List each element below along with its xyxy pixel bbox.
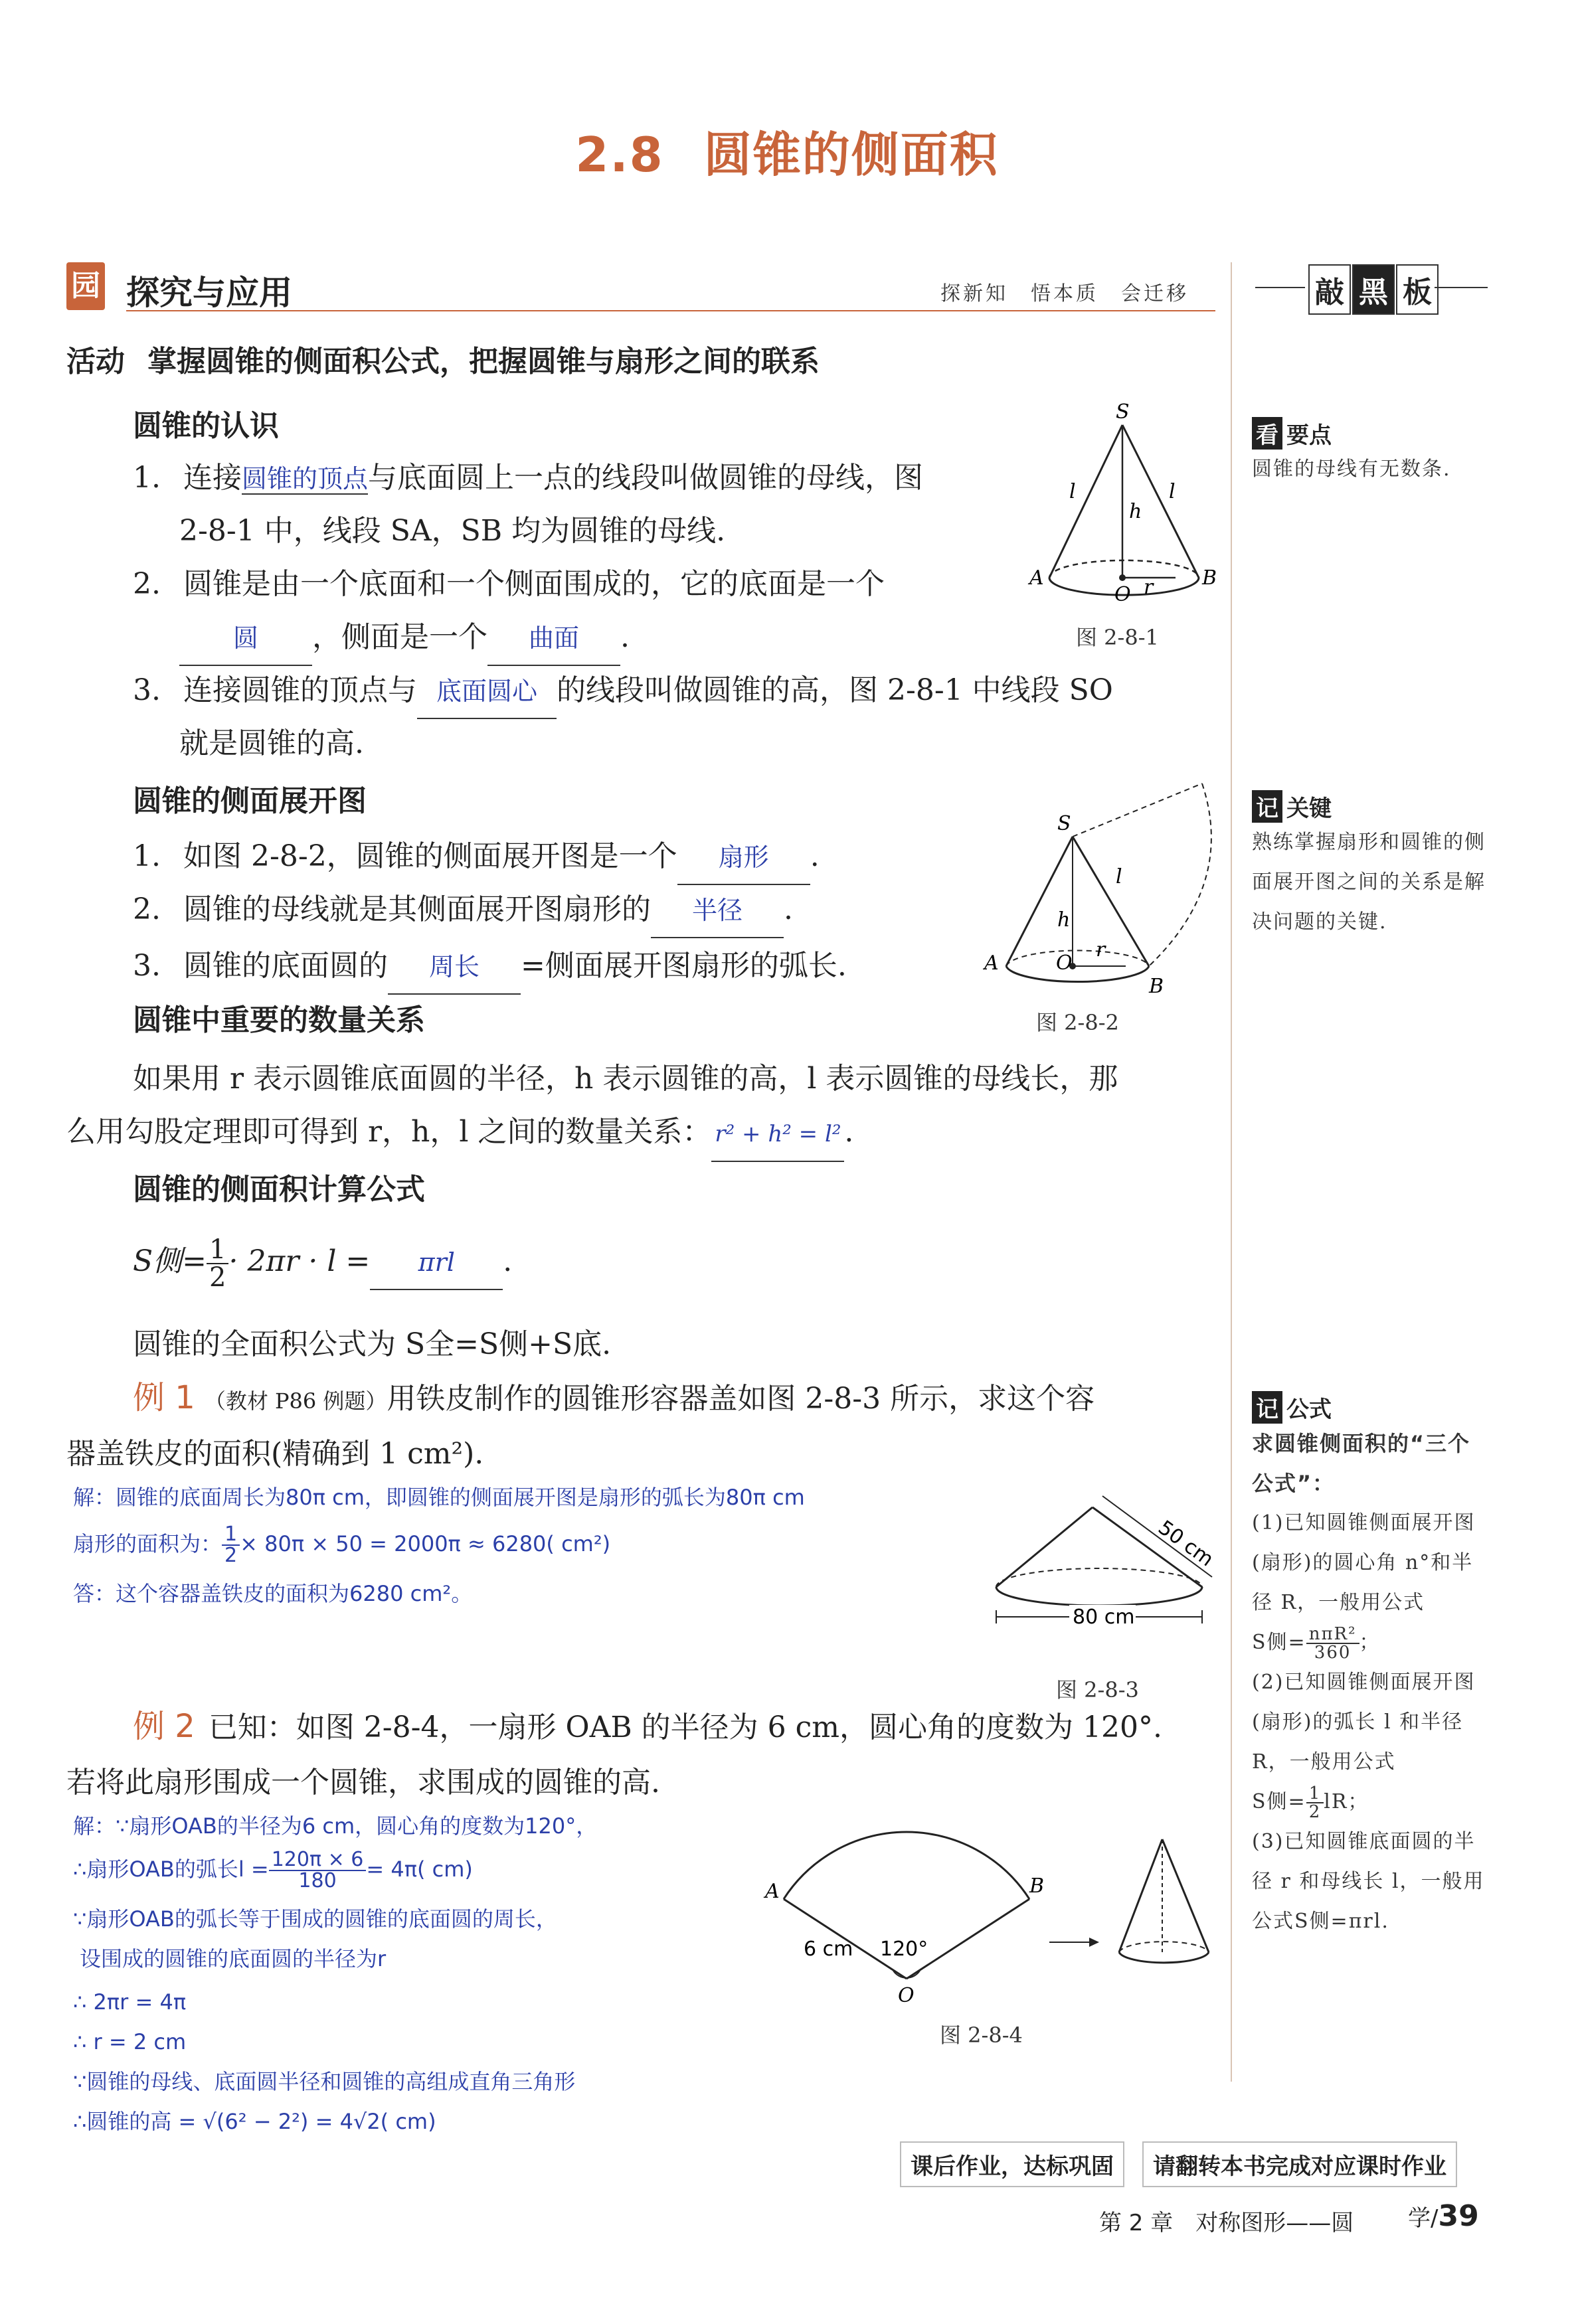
svg-text:h: h <box>1057 908 1071 932</box>
example-1-answer: 答：这个容器盖铁皮的面积为6280 cm²。 <box>73 1581 473 1606</box>
part1-item1: 1. 连接圆锥的顶点与底面圆上一点的线段叫做圆锥的母线，图 <box>133 461 923 495</box>
heading-quantity-relation: 圆锥中重要的数量关系 <box>133 1003 425 1037</box>
total-area-formula: 圆锥的全面积公式为 S全=S侧+S底. <box>133 1327 612 1361</box>
homework-hint-box: 请翻转本书完成对应课时作业 <box>1142 2141 1457 2187</box>
part1-item2: 2. 圆锥是由一个底面和一个侧面围成的，它的底面是一个 <box>133 567 885 601</box>
figure-caption: 图 2-8-4 <box>940 2023 1023 2048</box>
svg-text:50 cm: 50 cm <box>1154 1516 1218 1572</box>
part3-para1: 如果用 r 表示圆锥底面圆的半径，h 表示圆锥的高，l 表示圆锥的母线长，那 <box>133 1062 1118 1096</box>
svg-text:S: S <box>1057 812 1071 835</box>
sidebar-note-key: 记 关键 熟练掌握扇形和圆锥的侧面展开图之间的关系是解决问题的关键. <box>1252 790 1491 942</box>
heading-cone-intro: 圆锥的认识 <box>133 409 279 443</box>
part3-para2: 么用勾股定理即可得到 r，h，l 之间的数量关系： r² + h² = l² . <box>66 1106 853 1162</box>
example-1-label: 例 1 <box>133 1379 195 1416</box>
part2-item3: 3. 圆锥的底面圆的 周长 =侧面展开图扇形的弧长. <box>133 940 847 995</box>
section-header <box>66 262 1215 315</box>
part1-item3: 3. 连接圆锥的顶点与 底面圆心 的线段叫做圆锥的高，图 2-8-1 中线段 SO <box>133 664 1222 719</box>
blank-base: 圆 <box>179 612 312 666</box>
example-2-solution-line: ∵扇形OAB的弧长等于围成的圆锥的底面圆的周长， <box>73 1906 557 1932</box>
blank-radius: 半径 <box>651 884 784 938</box>
fig1-label-s: S <box>1116 400 1130 424</box>
svg-text:A: A <box>984 952 999 975</box>
svg-text:A: A <box>1029 566 1044 590</box>
section-title: 探究与应用 <box>126 274 292 312</box>
svg-text:h: h <box>1129 500 1142 523</box>
example-2-label: 例 2 <box>133 1708 195 1745</box>
example-2-solution-line: 设围成的圆锥的底面圆的半径为r <box>80 1946 387 1971</box>
page-title <box>0 116 1574 185</box>
figure-2-8-4 <box>757 1819 1235 2005</box>
example-1-solution-line: 扇形的面积为： $\frac{1}{2}$ × 80π × 50 = 2000π ≈ 6280( cm²) <box>73 1523 611 1567</box>
section-divider <box>126 310 1215 311</box>
svg-text:6 cm: 6 cm <box>804 1938 853 1961</box>
heading-lateral-net: 圆锥的侧面展开图 <box>133 784 367 818</box>
blank-center: 底面圆心 <box>417 665 557 719</box>
figure-2-8-3 <box>983 1484 1222 1657</box>
blank-side: 曲面 <box>487 612 620 666</box>
lateral-area-formula: S侧= $\frac{1}{2}$ · 2πr · l = πrl . <box>133 1234 513 1293</box>
figure-caption: 图 2-8-1 <box>1076 625 1159 650</box>
sidebar-head-char: 板 <box>1396 264 1439 315</box>
part1-item1-cont: 2-8-1 中，线段 SA，SB 均为圆锥的母线. <box>179 514 726 548</box>
example-2-solution-line: ∴圆锥的高 = √(6² − 2²) = 4√2( cm) <box>73 2109 436 2134</box>
sidebar-note-keypoint: 看 要点 圆锥的母线有无数条. <box>1252 417 1491 489</box>
example-2-solution-line: ∴扇形OAB的弧长l = $\frac{120\pi \times 6}{180}$ = 4π( cm) <box>73 1848 473 1892</box>
figure-2-8-2 <box>983 777 1222 1003</box>
svg-text:r: r <box>1144 576 1154 599</box>
example-2-solution-line: ∴ 2πr = 4π <box>73 1989 187 2015</box>
chapter-title: 圆锥的侧面积 <box>703 127 999 183</box>
example-2-solution-line: 解：∵扇形OAB的半径为6 cm，圆心角的度数为120°， <box>73 1813 598 1839</box>
blank-formula: πrl <box>370 1236 503 1290</box>
figure-2-8-1 <box>1023 398 1222 618</box>
blank-pythagoras: r² + h² = l² <box>711 1108 844 1162</box>
svg-text:l: l <box>1069 480 1076 503</box>
example-2-question-cont: 若将此扇形围成一个圆锥，求围成的圆锥的高. <box>66 1766 660 1799</box>
example-1-question: 例 1 （教材 P86 例题）用铁皮制作的圆锥形容器盖如图 2-8-3 所示，求这个容 <box>133 1379 1095 1416</box>
heading-area-formula: 圆锥的侧面积计算公式 <box>133 1173 425 1206</box>
homework-box: 课后作业，达标巩固 <box>900 2141 1124 2187</box>
activity-label: 活动 <box>66 345 125 378</box>
svg-text:l: l <box>1169 480 1176 503</box>
part1-item2-cont: 圆 ，侧面是一个 曲面 . <box>179 611 630 666</box>
example-1-question-cont: 器盖铁皮的面积(精确到 1 cm²). <box>66 1437 484 1471</box>
svg-text:B: B <box>1029 1874 1045 1898</box>
activity-text: 掌握圆锥的侧面积公式，把握圆锥与扇形之间的联系 <box>147 345 820 378</box>
section-badge: 园 <box>66 262 105 310</box>
answer-link: 圆锥的顶点 <box>241 464 368 493</box>
part2-item1: 1. 如图 2-8-2，圆锥的侧面展开图是一个 扇形 . <box>133 830 820 885</box>
svg-text:80 cm: 80 cm <box>1073 1606 1135 1629</box>
activity-line <box>66 335 820 388</box>
svg-text:120°: 120° <box>880 1938 928 1961</box>
part1-item3-cont: 就是圆锥的高. <box>179 726 364 760</box>
part2-item2: 2. 圆锥的母线就是其侧面展开图扇形的 半径 . <box>133 883 793 938</box>
example-2-question: 例 2 已知：如图 2-8-4，一扇形 OAB 的半径为 6 cm，圆心角的度数为 120°. <box>133 1708 1162 1745</box>
svg-text:r: r <box>1096 938 1106 961</box>
blank-sector: 扇形 <box>677 831 810 885</box>
svg-text:A: A <box>765 1880 780 1903</box>
svg-text:O: O <box>1114 583 1131 606</box>
svg-text:B: B <box>1149 975 1164 998</box>
sidebar-note-formula: 记 公式 求圆锥侧面积的“三个公式”： (1)已知圆锥侧面展开图(扇形)的圆心角 n°和半径 R，一般用公式 S侧= $\frac{\text{nπR²}}{360}$ ； (2)已知圆锥侧面展开图(扇形)的弧长 l 和半径 R，一般用公式 S侧= $\frac{1}{2}$ lR； (3)已知圆锥底面圆的半径 r 和母线长 l，一般用公式S侧=πrl. <box>1252 1391 1491 1942</box>
section-tags: 探新知 悟本质 会迁移 <box>940 282 1189 305</box>
svg-text:O: O <box>1056 952 1073 975</box>
example-1-solution-line: 解：圆锥的底面周长为80π cm，即圆锥的侧面展开图是扇形的弧长为80π cm <box>73 1485 805 1510</box>
blank-circumference: 周长 <box>388 940 521 995</box>
sidebar-head-char: 敲 <box>1308 264 1351 315</box>
figure-caption: 图 2-8-2 <box>1036 1010 1119 1035</box>
svg-text:O: O <box>898 1984 915 2005</box>
example-2-solution-line: ∵圆锥的母线、底面圆半径和圆锥的高组成直角三角形 <box>73 2069 576 2094</box>
svg-text:B: B <box>1202 566 1217 590</box>
sidebar-divider <box>1231 262 1232 2082</box>
example-2-solution-line: ∴ r = 2 cm <box>73 2029 187 2054</box>
sidebar-header <box>1255 264 1488 311</box>
figure-caption: 图 2-8-3 <box>1056 1677 1139 1702</box>
sidebar-head-char: 黑 <box>1352 264 1395 315</box>
chapter-number: 2.8 <box>575 127 664 183</box>
footer-chapter: 第 2 章 对称图形——圆 <box>1099 2210 1354 2236</box>
svg-text:l: l <box>1116 865 1122 888</box>
page-number: 学/39 <box>1408 2199 1479 2233</box>
